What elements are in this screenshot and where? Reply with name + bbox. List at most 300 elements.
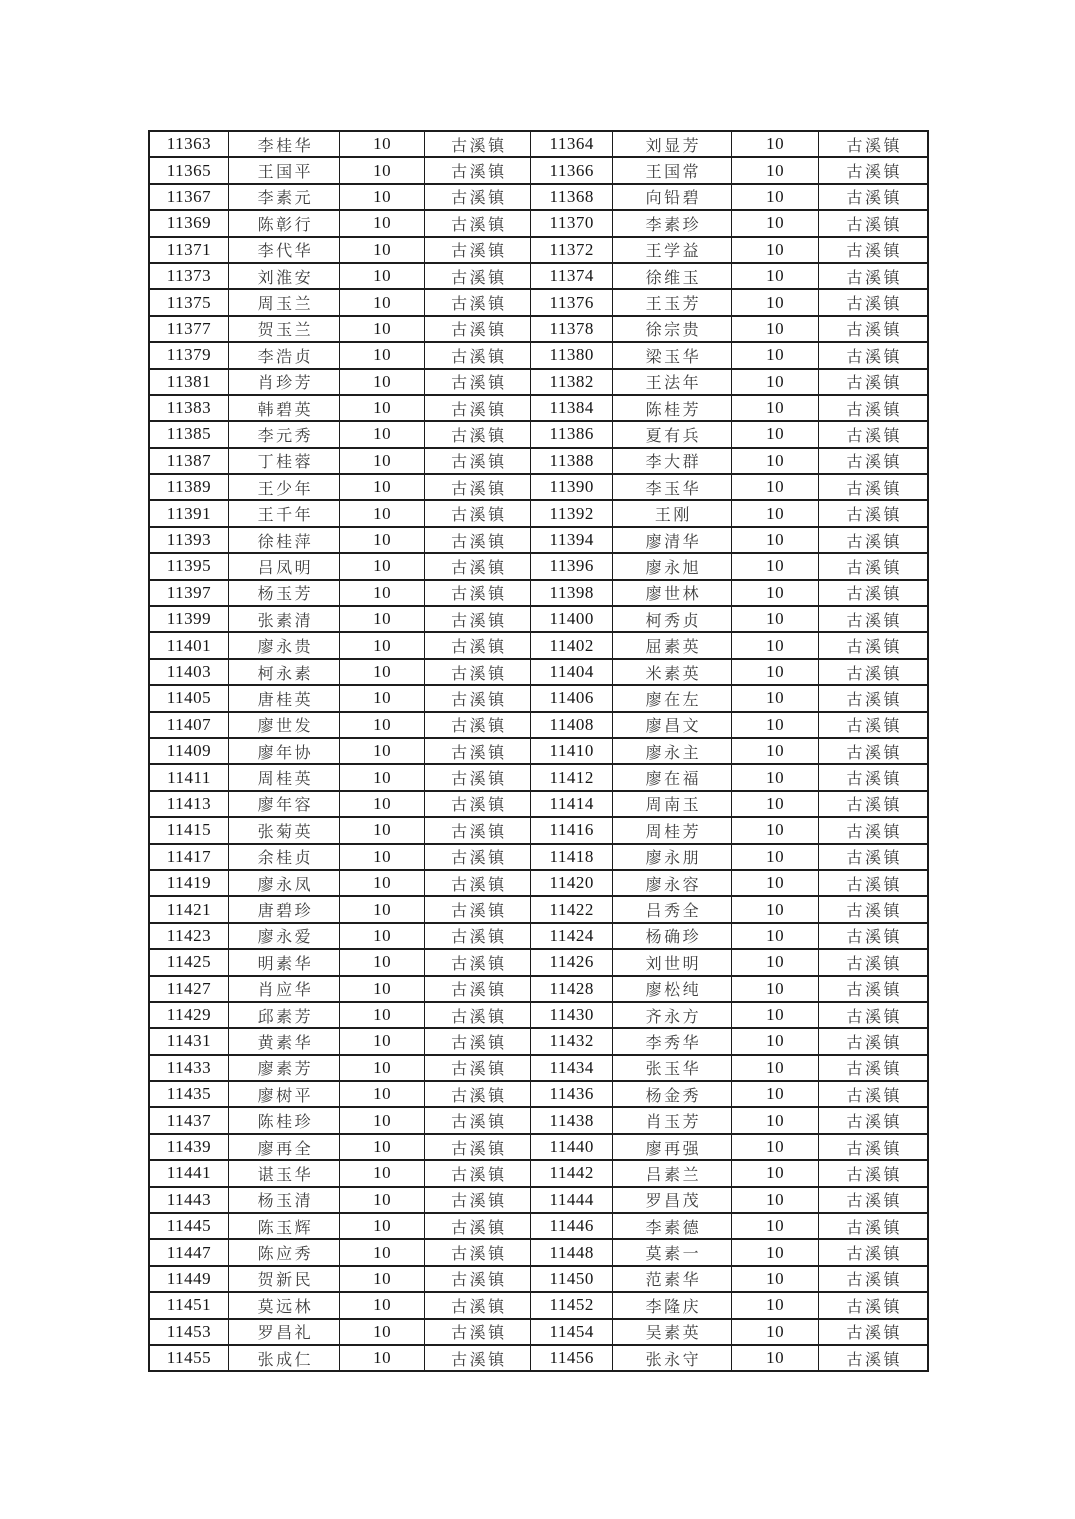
- cell-person-name: 梁玉华: [612, 342, 732, 368]
- cell-person-id: 11430: [531, 1002, 612, 1028]
- cell-person-name: 廖昌文: [612, 712, 732, 738]
- cell-town: 古溪镇: [424, 421, 531, 447]
- cell-person-name: 范素华: [612, 1266, 732, 1292]
- cell-amount: 10: [340, 369, 424, 395]
- cell-amount: 10: [340, 1028, 424, 1054]
- cell-person-name: 李桂华: [228, 131, 340, 157]
- cell-town: 古溪镇: [818, 976, 928, 1002]
- cell-amount: 10: [732, 500, 818, 526]
- cell-person-name: 杨确珍: [612, 923, 732, 949]
- cell-town: 古溪镇: [818, 817, 928, 843]
- cell-person-id: 11418: [531, 844, 612, 870]
- cell-person-name: 杨玉清: [228, 1187, 340, 1213]
- cell-person-id: 11437: [149, 1107, 228, 1133]
- table-row: [149, 1134, 928, 1160]
- cell-person-name: 吕凤明: [228, 553, 340, 579]
- table-row: [149, 764, 928, 790]
- cell-person-id: 11406: [531, 685, 612, 711]
- cell-amount: 10: [732, 237, 818, 263]
- cell-person-name: 明素华: [228, 949, 340, 975]
- cell-amount: 10: [340, 844, 424, 870]
- cell-amount: 10: [732, 1134, 818, 1160]
- cell-amount: 10: [340, 923, 424, 949]
- cell-town: 古溪镇: [818, 527, 928, 553]
- cell-person-id: 11386: [531, 421, 612, 447]
- cell-amount: 10: [732, 659, 818, 685]
- cell-person-id: 11398: [531, 580, 612, 606]
- cell-person-name: 廖永凤: [228, 870, 340, 896]
- cell-town: 古溪镇: [424, 1213, 531, 1239]
- cell-person-id: 11387: [149, 448, 228, 474]
- table-row: [149, 738, 928, 764]
- table-body: [149, 131, 928, 1371]
- cell-person-name: 贺新民: [228, 1266, 340, 1292]
- cell-person-id: 11392: [531, 500, 612, 526]
- cell-person-id: 11446: [531, 1213, 612, 1239]
- cell-person-name: 陈应秀: [228, 1239, 340, 1265]
- cell-amount: 10: [340, 500, 424, 526]
- cell-town: 古溪镇: [424, 632, 531, 658]
- cell-town: 古溪镇: [424, 289, 531, 315]
- cell-person-name: 肖珍芳: [228, 369, 340, 395]
- cell-amount: 10: [732, 553, 818, 579]
- cell-person-name: 廖永贵: [228, 632, 340, 658]
- cell-amount: 10: [732, 1213, 818, 1239]
- cell-town: 古溪镇: [818, 1187, 928, 1213]
- cell-person-id: 11422: [531, 896, 612, 922]
- cell-person-name: 杨玉芳: [228, 580, 340, 606]
- cell-town: 古溪镇: [818, 448, 928, 474]
- cell-amount: 10: [340, 949, 424, 975]
- cell-person-id: 11389: [149, 474, 228, 500]
- cell-person-name: 王国平: [228, 157, 340, 183]
- table-row: [149, 263, 928, 289]
- cell-person-name: 吴素英: [612, 1319, 732, 1345]
- cell-town: 古溪镇: [424, 923, 531, 949]
- cell-person-name: 罗昌茂: [612, 1187, 732, 1213]
- cell-amount: 10: [340, 448, 424, 474]
- cell-town: 古溪镇: [818, 844, 928, 870]
- cell-amount: 10: [732, 289, 818, 315]
- cell-person-name: 徐维玉: [612, 263, 732, 289]
- cell-amount: 10: [732, 949, 818, 975]
- cell-town: 古溪镇: [424, 606, 531, 632]
- cell-person-id: 11454: [531, 1319, 612, 1345]
- cell-amount: 10: [340, 606, 424, 632]
- cell-amount: 10: [340, 131, 424, 157]
- cell-person-id: 11438: [531, 1107, 612, 1133]
- cell-amount: 10: [732, 1345, 818, 1371]
- cell-amount: 10: [340, 764, 424, 790]
- cell-town: 古溪镇: [424, 342, 531, 368]
- cell-town: 古溪镇: [424, 553, 531, 579]
- cell-town: 古溪镇: [818, 1345, 928, 1371]
- cell-person-name: 廖世发: [228, 712, 340, 738]
- cell-town: 古溪镇: [424, 1028, 531, 1054]
- cell-amount: 10: [340, 659, 424, 685]
- cell-town: 古溪镇: [818, 1239, 928, 1265]
- cell-town: 古溪镇: [424, 210, 531, 236]
- cell-town: 古溪镇: [818, 1028, 928, 1054]
- cell-person-name: 陈桂珍: [228, 1107, 340, 1133]
- cell-person-id: 11420: [531, 870, 612, 896]
- cell-person-name: 余桂贞: [228, 844, 340, 870]
- table-row: [149, 712, 928, 738]
- cell-town: 古溪镇: [818, 316, 928, 342]
- cell-person-id: 11424: [531, 923, 612, 949]
- cell-person-name: 李素德: [612, 1213, 732, 1239]
- cell-amount: 10: [732, 1002, 818, 1028]
- cell-person-name: 王法年: [612, 369, 732, 395]
- cell-town: 古溪镇: [424, 896, 531, 922]
- table-row: [149, 342, 928, 368]
- cell-person-name: 柯永素: [228, 659, 340, 685]
- cell-person-id: 11432: [531, 1028, 612, 1054]
- cell-amount: 10: [340, 184, 424, 210]
- cell-person-name: 韩碧英: [228, 395, 340, 421]
- cell-town: 古溪镇: [424, 685, 531, 711]
- table-row: [149, 923, 928, 949]
- cell-amount: 10: [732, 131, 818, 157]
- table-row: [149, 395, 928, 421]
- cell-person-name: 廖永主: [612, 738, 732, 764]
- cell-amount: 10: [732, 923, 818, 949]
- cell-person-id: 11366: [531, 157, 612, 183]
- cell-town: 古溪镇: [818, 395, 928, 421]
- table-row: [149, 870, 928, 896]
- cell-town: 古溪镇: [424, 976, 531, 1002]
- cell-person-id: 11404: [531, 659, 612, 685]
- cell-person-id: 11436: [531, 1081, 612, 1107]
- cell-town: 古溪镇: [818, 923, 928, 949]
- cell-person-name: 夏有兵: [612, 421, 732, 447]
- cell-person-name: 王玉芳: [612, 289, 732, 315]
- roster-table: [148, 130, 929, 1372]
- cell-town: 古溪镇: [818, 500, 928, 526]
- cell-person-name: 李代华: [228, 237, 340, 263]
- cell-person-name: 邱素芳: [228, 1002, 340, 1028]
- cell-amount: 10: [340, 210, 424, 236]
- cell-amount: 10: [340, 474, 424, 500]
- cell-person-id: 11396: [531, 553, 612, 579]
- table-row: [149, 1292, 928, 1318]
- cell-person-id: 11443: [149, 1187, 228, 1213]
- cell-amount: 10: [732, 1266, 818, 1292]
- cell-person-name: 肖玉芳: [612, 1107, 732, 1133]
- cell-person-id: 11415: [149, 817, 228, 843]
- cell-person-id: 11400: [531, 606, 612, 632]
- cell-amount: 10: [340, 263, 424, 289]
- cell-town: 古溪镇: [424, 1239, 531, 1265]
- cell-person-name: 徐宗贵: [612, 316, 732, 342]
- cell-amount: 10: [732, 1160, 818, 1186]
- table-row: [149, 157, 928, 183]
- cell-amount: 10: [732, 870, 818, 896]
- cell-amount: 10: [732, 316, 818, 342]
- table-row: [149, 1266, 928, 1292]
- cell-person-id: 11363: [149, 131, 228, 157]
- cell-amount: 10: [340, 1187, 424, 1213]
- cell-town: 古溪镇: [818, 896, 928, 922]
- cell-amount: 10: [340, 1055, 424, 1081]
- cell-person-id: 11397: [149, 580, 228, 606]
- cell-amount: 10: [340, 1239, 424, 1265]
- cell-town: 古溪镇: [818, 1319, 928, 1345]
- cell-town: 古溪镇: [818, 764, 928, 790]
- cell-person-name: 廖再强: [612, 1134, 732, 1160]
- cell-person-name: 周桂芳: [612, 817, 732, 843]
- cell-person-name: 刘世明: [612, 949, 732, 975]
- cell-person-name: 张玉华: [612, 1055, 732, 1081]
- cell-town: 古溪镇: [424, 131, 531, 157]
- cell-town: 古溪镇: [424, 870, 531, 896]
- table-row: [149, 1107, 928, 1133]
- table-row: [149, 448, 928, 474]
- cell-person-id: 11413: [149, 791, 228, 817]
- cell-person-name: 廖永旭: [612, 553, 732, 579]
- cell-amount: 10: [732, 685, 818, 711]
- cell-person-id: 11410: [531, 738, 612, 764]
- cell-person-id: 11401: [149, 632, 228, 658]
- cell-town: 古溪镇: [424, 448, 531, 474]
- cell-town: 古溪镇: [818, 184, 928, 210]
- cell-town: 古溪镇: [424, 395, 531, 421]
- cell-person-name: 李玉华: [612, 474, 732, 500]
- cell-person-id: 11447: [149, 1239, 228, 1265]
- table-row: [149, 1213, 928, 1239]
- table-row: [149, 685, 928, 711]
- cell-person-id: 11385: [149, 421, 228, 447]
- cell-person-id: 11382: [531, 369, 612, 395]
- cell-person-name: 周玉兰: [228, 289, 340, 315]
- table-row: [149, 474, 928, 500]
- cell-person-name: 李素珍: [612, 210, 732, 236]
- cell-person-id: 11427: [149, 976, 228, 1002]
- cell-person-name: 王千年: [228, 500, 340, 526]
- cell-town: 古溪镇: [818, 606, 928, 632]
- cell-person-id: 11433: [149, 1055, 228, 1081]
- cell-person-name: 徐桂萍: [228, 527, 340, 553]
- table-row: [149, 421, 928, 447]
- cell-amount: 10: [340, 712, 424, 738]
- cell-town: 古溪镇: [818, 263, 928, 289]
- cell-amount: 10: [732, 1319, 818, 1345]
- cell-person-id: 11402: [531, 632, 612, 658]
- cell-person-name: 陈彰行: [228, 210, 340, 236]
- cell-amount: 10: [732, 1055, 818, 1081]
- cell-town: 古溪镇: [818, 289, 928, 315]
- cell-town: 古溪镇: [424, 474, 531, 500]
- cell-person-id: 11376: [531, 289, 612, 315]
- table-row: [149, 1028, 928, 1054]
- table-row: [149, 289, 928, 315]
- cell-town: 古溪镇: [424, 1319, 531, 1345]
- cell-person-id: 11408: [531, 712, 612, 738]
- cell-amount: 10: [340, 1134, 424, 1160]
- cell-person-id: 11416: [531, 817, 612, 843]
- cell-person-id: 11380: [531, 342, 612, 368]
- cell-person-name: 廖再全: [228, 1134, 340, 1160]
- cell-person-name: 周桂英: [228, 764, 340, 790]
- cell-town: 古溪镇: [424, 157, 531, 183]
- cell-town: 古溪镇: [818, 949, 928, 975]
- cell-person-id: 11407: [149, 712, 228, 738]
- cell-amount: 10: [732, 844, 818, 870]
- cell-town: 古溪镇: [424, 844, 531, 870]
- cell-amount: 10: [732, 527, 818, 553]
- cell-town: 古溪镇: [818, 685, 928, 711]
- cell-person-id: 11365: [149, 157, 228, 183]
- cell-person-id: 11453: [149, 1319, 228, 1345]
- cell-amount: 10: [732, 1187, 818, 1213]
- cell-person-name: 刘显芳: [612, 131, 732, 157]
- table-row: [149, 632, 928, 658]
- cell-town: 古溪镇: [818, 131, 928, 157]
- cell-town: 古溪镇: [818, 1292, 928, 1318]
- cell-amount: 10: [732, 976, 818, 1002]
- cell-person-name: 陈桂芳: [612, 395, 732, 421]
- cell-amount: 10: [732, 896, 818, 922]
- cell-town: 古溪镇: [818, 1002, 928, 1028]
- cell-amount: 10: [340, 1319, 424, 1345]
- table-row: [149, 1055, 928, 1081]
- cell-person-name: 王国常: [612, 157, 732, 183]
- cell-amount: 10: [732, 580, 818, 606]
- cell-town: 古溪镇: [818, 421, 928, 447]
- cell-person-name: 张成仁: [228, 1345, 340, 1371]
- cell-person-name: 陈玉辉: [228, 1213, 340, 1239]
- table-row: [149, 1081, 928, 1107]
- cell-town: 古溪镇: [818, 580, 928, 606]
- cell-person-name: 莫素一: [612, 1239, 732, 1265]
- cell-person-id: 11451: [149, 1292, 228, 1318]
- cell-person-id: 11405: [149, 685, 228, 711]
- cell-amount: 10: [732, 1292, 818, 1318]
- cell-town: 古溪镇: [818, 1134, 928, 1160]
- cell-person-id: 11440: [531, 1134, 612, 1160]
- cell-amount: 10: [340, 1081, 424, 1107]
- cell-town: 古溪镇: [424, 738, 531, 764]
- table-row: [149, 949, 928, 975]
- cell-person-id: 11441: [149, 1160, 228, 1186]
- cell-person-id: 11367: [149, 184, 228, 210]
- cell-amount: 10: [340, 1107, 424, 1133]
- cell-amount: 10: [732, 1107, 818, 1133]
- cell-amount: 10: [340, 738, 424, 764]
- cell-person-id: 11449: [149, 1266, 228, 1292]
- cell-person-id: 11421: [149, 896, 228, 922]
- cell-person-id: 11423: [149, 923, 228, 949]
- cell-person-name: 廖松纯: [612, 976, 732, 1002]
- table-row: [149, 606, 928, 632]
- cell-town: 古溪镇: [818, 712, 928, 738]
- cell-town: 古溪镇: [818, 474, 928, 500]
- cell-person-id: 11383: [149, 395, 228, 421]
- cell-amount: 10: [340, 791, 424, 817]
- cell-amount: 10: [340, 289, 424, 315]
- cell-town: 古溪镇: [818, 210, 928, 236]
- table-row: [149, 553, 928, 579]
- cell-person-id: 11455: [149, 1345, 228, 1371]
- cell-person-name: 唐桂英: [228, 685, 340, 711]
- cell-person-name: 齐永方: [612, 1002, 732, 1028]
- cell-person-id: 11412: [531, 764, 612, 790]
- cell-person-id: 11373: [149, 263, 228, 289]
- cell-amount: 10: [340, 237, 424, 263]
- cell-amount: 10: [732, 369, 818, 395]
- cell-person-id: 11419: [149, 870, 228, 896]
- cell-town: 古溪镇: [424, 1187, 531, 1213]
- cell-person-name: 廖永容: [612, 870, 732, 896]
- table-row: [149, 237, 928, 263]
- cell-amount: 10: [732, 263, 818, 289]
- cell-town: 古溪镇: [424, 1345, 531, 1371]
- cell-amount: 10: [340, 1266, 424, 1292]
- cell-person-name: 廖素芳: [228, 1055, 340, 1081]
- cell-amount: 10: [732, 712, 818, 738]
- cell-town: 古溪镇: [424, 1081, 531, 1107]
- cell-person-name: 张素清: [228, 606, 340, 632]
- cell-person-id: 11391: [149, 500, 228, 526]
- cell-town: 古溪镇: [424, 527, 531, 553]
- cell-person-id: 11377: [149, 316, 228, 342]
- cell-town: 古溪镇: [424, 1134, 531, 1160]
- cell-town: 古溪镇: [424, 712, 531, 738]
- table-row: [149, 896, 928, 922]
- cell-person-name: 廖清华: [612, 527, 732, 553]
- cell-amount: 10: [340, 1345, 424, 1371]
- cell-person-name: 丁桂蓉: [228, 448, 340, 474]
- cell-person-name: 屈素英: [612, 632, 732, 658]
- cell-town: 古溪镇: [424, 1055, 531, 1081]
- cell-person-id: 11375: [149, 289, 228, 315]
- cell-person-id: 11368: [531, 184, 612, 210]
- cell-amount: 10: [732, 606, 818, 632]
- cell-amount: 10: [732, 448, 818, 474]
- cell-amount: 10: [732, 764, 818, 790]
- cell-person-id: 11364: [531, 131, 612, 157]
- cell-person-id: 11425: [149, 949, 228, 975]
- cell-amount: 10: [732, 184, 818, 210]
- cell-amount: 10: [340, 553, 424, 579]
- cell-town: 古溪镇: [818, 369, 928, 395]
- cell-person-id: 11372: [531, 237, 612, 263]
- cell-person-name: 王刚: [612, 500, 732, 526]
- cell-town: 古溪镇: [424, 369, 531, 395]
- cell-person-name: 周南玉: [612, 791, 732, 817]
- table-row: [149, 210, 928, 236]
- table-row: [149, 580, 928, 606]
- cell-amount: 10: [340, 1292, 424, 1318]
- cell-amount: 10: [340, 817, 424, 843]
- cell-person-name: 张永守: [612, 1345, 732, 1371]
- cell-amount: 10: [340, 316, 424, 342]
- table-row: [149, 316, 928, 342]
- cell-town: 古溪镇: [818, 237, 928, 263]
- cell-person-id: 11426: [531, 949, 612, 975]
- cell-person-id: 11371: [149, 237, 228, 263]
- cell-town: 古溪镇: [818, 791, 928, 817]
- cell-town: 古溪镇: [818, 1081, 928, 1107]
- cell-town: 古溪镇: [424, 791, 531, 817]
- cell-person-name: 肖应华: [228, 976, 340, 1002]
- table-row: [149, 131, 928, 157]
- cell-town: 古溪镇: [424, 1160, 531, 1186]
- cell-amount: 10: [340, 421, 424, 447]
- cell-person-id: 11445: [149, 1213, 228, 1239]
- cell-amount: 10: [732, 421, 818, 447]
- cell-amount: 10: [732, 1081, 818, 1107]
